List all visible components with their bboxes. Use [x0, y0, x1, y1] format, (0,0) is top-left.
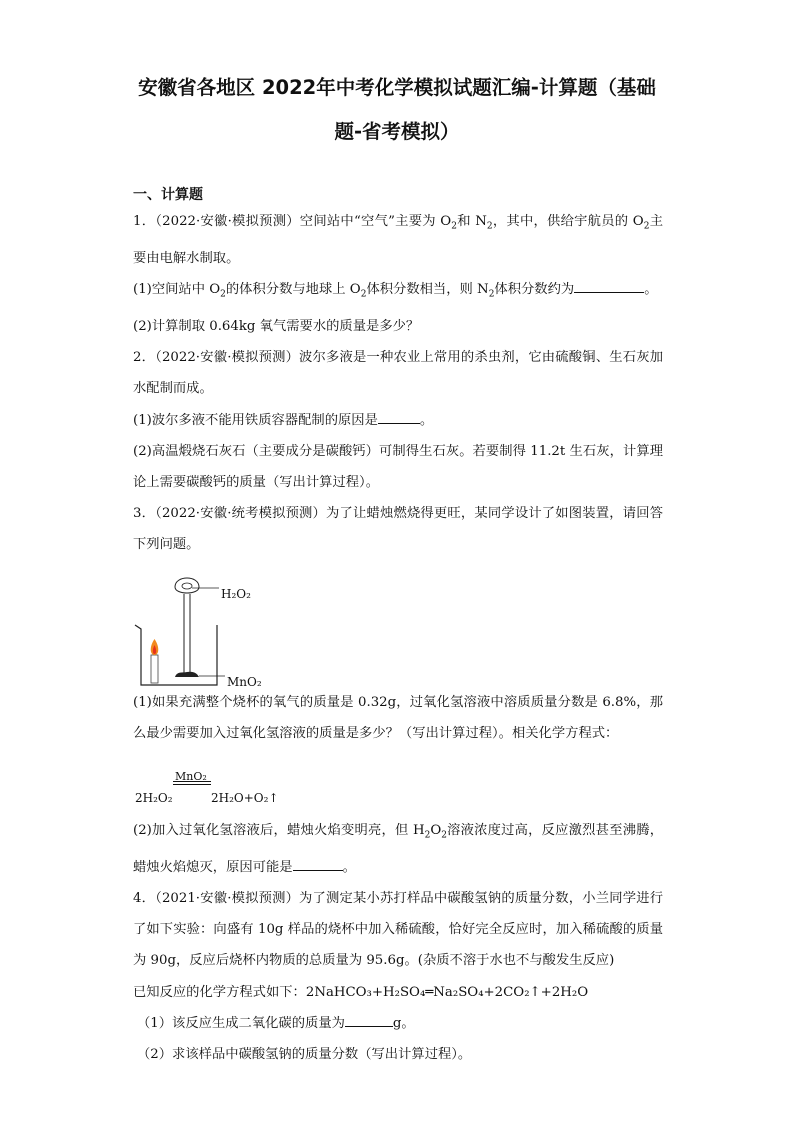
q2-part1: (1)波尔多液不能用铁质容器配制的原因是 。 [133, 405, 663, 436]
chemical-equation [133, 757, 663, 815]
q4-equation: 已知反应的化学方程式如下：2NaHCO₃+H₂SO₄═Na₂SO₄+2CO₂↑+2H₂O [133, 984, 589, 1000]
title-line-1: 安徽省各地区 2022年中考化学模拟试题汇编-计算题（基础 [138, 76, 656, 99]
question-content [133, 206, 663, 1070]
title-line-2: 题-省考模拟） [334, 120, 460, 143]
q1-part2: (2)计算制取 0.64kg 氧气需要水的质量是多少？ [133, 318, 420, 334]
section-heading: 一、计算题 [133, 187, 203, 203]
q3-part2: (2)加入过氧化氢溶液后，蜡烛火焰变明亮，但 $H_2O_2$溶液浓度过高，反应激烈甚至沸腾，蜡烛火焰熄灭，原因可能是 。 [133, 822, 663, 875]
h2o2-label: H₂O₂ [221, 586, 251, 601]
q1-intro: 1．（2022·安徽·模拟预测）空间站中“空气”主要为 $O_2$和 $N_2$，其中，供给宇航员的 $O_2$主要由电解水制取。 [133, 214, 664, 266]
q2-part2: (2)高温煅烧石灰石（主要成分是碳酸钙）可制得生石灰。若要制得 11.2t 生石灰，计算理论上需要碳酸钙的质量（写出计算过程）。 [133, 443, 663, 490]
equation-equals-line [173, 784, 211, 785]
q4-part1: （1）该反应生成二氧化碳的质量为 g。 [133, 1008, 663, 1039]
answer-blank[interactable] [345, 1012, 393, 1027]
q2-intro: 2．（2022·安徽·模拟预测）波尔多液是一种农业上常用的杀虫剂，它由硫酸铜、生石灰加水配制而成。 [133, 350, 663, 397]
answer-blank[interactable] [574, 278, 644, 293]
page-title [120, 66, 674, 154]
equation-equals-line [173, 781, 211, 782]
answer-blank[interactable] [378, 409, 420, 424]
q3-part1: (1)如果充满整个烧杯的氧气的质量是 0.32g，过氧化氢溶液中溶质质量分数是 6.8%，那么最少需要加入过氧化氢溶液的质量是多少？（写出计算过程）。相关化学方程式： [133, 694, 663, 741]
q4-intro: 4．（2021·安徽·模拟预测）为了测定某小苏打样品中碳酸氢钠的质量分数，小兰同学进行了如下实验：向盛有 10g 样品的烧杯中加入稀硫酸，恰好完全反应时，加入稀硫酸的质量为 90g，反应后烧杯内物质的总质量为 95.6g。(杂质不溶于水也不与酸发生反应) [133, 891, 663, 969]
equation-reactant: 2H₂O₂ [135, 790, 173, 805]
q4-part2: （2）求该样品中碳酸氢钠的质量分数（写出计算过程）。 [137, 1047, 472, 1063]
equation-products: 2H₂O+O₂↑ [211, 790, 279, 805]
q1-part1: (1)空间站中 $O_2$的体积分数与地球上 $O_2$体积分数相当，则 $N_2$体积分数约为 。 [133, 274, 663, 311]
apparatus-figure [133, 569, 373, 687]
mno2-label: MnO₂ [227, 674, 262, 689]
answer-blank[interactable] [293, 856, 343, 871]
equation-catalyst: MnO₂ [175, 769, 207, 783]
q3-intro: 3．（2022·安徽·统考模拟预测）为了让蜡烛燃烧得更旺，某同学设计了如图装置，请回答下列问题。 [133, 506, 663, 553]
